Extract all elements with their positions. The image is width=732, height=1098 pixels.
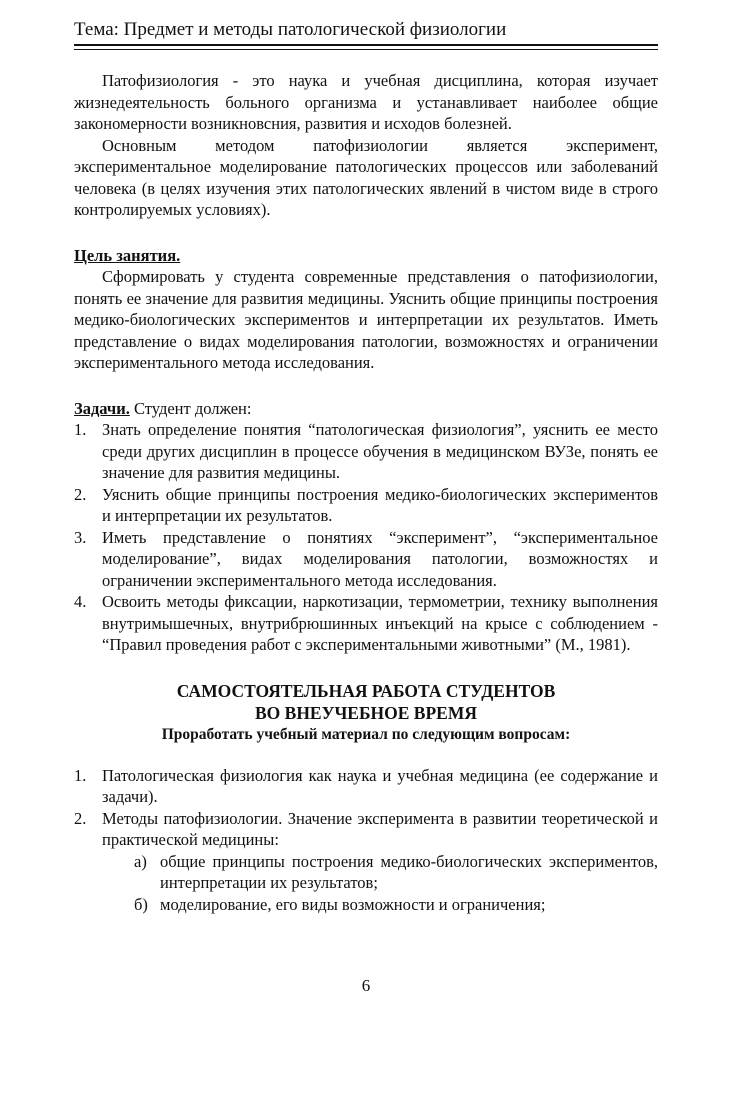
topic-title: Тема: Предмет и методы патологической физиологии [74,19,507,40]
header-rule-thick [74,44,658,46]
item-number: 1. [74,420,87,439]
item-text: моделирование, его виды возможности и ограничения; [160,894,546,914]
list-item [74,527,658,592]
page-number: 6 [361,976,371,995]
goal-section [74,245,658,374]
list-item [74,419,658,484]
item-text: Методы патофизиологии. Значение эксперимента в развитии теоретической и практической медицины: [102,808,658,849]
page-header [74,18,658,44]
list-item [74,765,658,808]
item-number: 1. [74,765,87,785]
item-text: общие принципы построения медико-биологических экспериментов, интерпретации их результатов; [160,851,658,892]
list-item [74,484,658,527]
intro-paragraph-1: Патофизиология - это наука и учебная дисциплина, которая изучает жизнедеятельность больного организма и устанавливает наиболее общие закономерности возникновсния, развития и исходов болезней. [74,71,658,133]
tasks-heading [74,398,658,420]
list-item [74,591,658,656]
list-item [134,894,658,916]
item-number: 2. [74,808,87,828]
item-text: Уяснить общие принципы построения медико-биологических экспериментов и интерпретации их результатов. [102,484,658,525]
questions-list [74,765,658,851]
item-text: Иметь представление о понятиях “эксперимент”, “экспериментальное моделирование”, видах моделирования патологии, возможностях и ограничении экспериментального метода исследования. [102,527,658,590]
list-item [134,851,658,894]
item-number: 2. [74,484,87,504]
selfwork-title-line-1: САМОСТОЯТЕЛЬНАЯ РАБОТА СТУДЕНТОВ [176,680,556,701]
item-text: Патологическая физиология как наука и учебная медицина (ее содержание и задачи). [102,765,658,806]
item-number: а) [134,851,147,871]
item-number: 4. [74,592,87,611]
goal-title: Цель занятия. [74,245,181,265]
selfwork-subtitle: Проработать учебный материал по следующим вопросам: [161,725,571,743]
selfwork-section [74,680,658,916]
item-number: б) [134,894,148,914]
item-text: Знать определение понятия “патологическая физиология”, уяснить ее место среди других дисциплин в процессе обучения в медицинском ВУЗе, понять ее значение для развития медицины. [102,420,658,482]
item-number: 3. [74,527,87,547]
list-item [74,808,658,851]
goal-text: Сформировать у студента современные представления о патофизиологии, понять ее значение для развития медицины. Уяснить общие принципы построения медико-биологических экспериментов и интерпретации их результатов. Иметь представление о видах моделирования патологии, возможностях и ограничении экспериментального метода исследования. [74,267,658,372]
intro-paragraph-2: Основным методом патофизиологии является эксперимент, экспериментальное моделирование патологических процессов или заболеваний человека (в целях изучения этих патологических явлений в чистом виде в строго контролируемых условиях). [74,135,658,219]
tasks-section [74,398,658,656]
subitems-list [74,851,658,916]
tasks-list [74,419,658,656]
item-text: Освоить методы фиксации, наркотизации, термометрии, технику выполнения внутримышечных, внутрибрюшинных инъекций на крысе с соблюдением - “Правил проведения работ с экспериментальными животными” (М., 1981). [102,592,658,654]
selfwork-title-line-2: ВО ВНЕУЧЕБНОЕ ВРЕМЯ [254,702,477,723]
tasks-title: Задачи. [74,398,130,418]
tasks-lead: Студент должен: [133,398,252,418]
